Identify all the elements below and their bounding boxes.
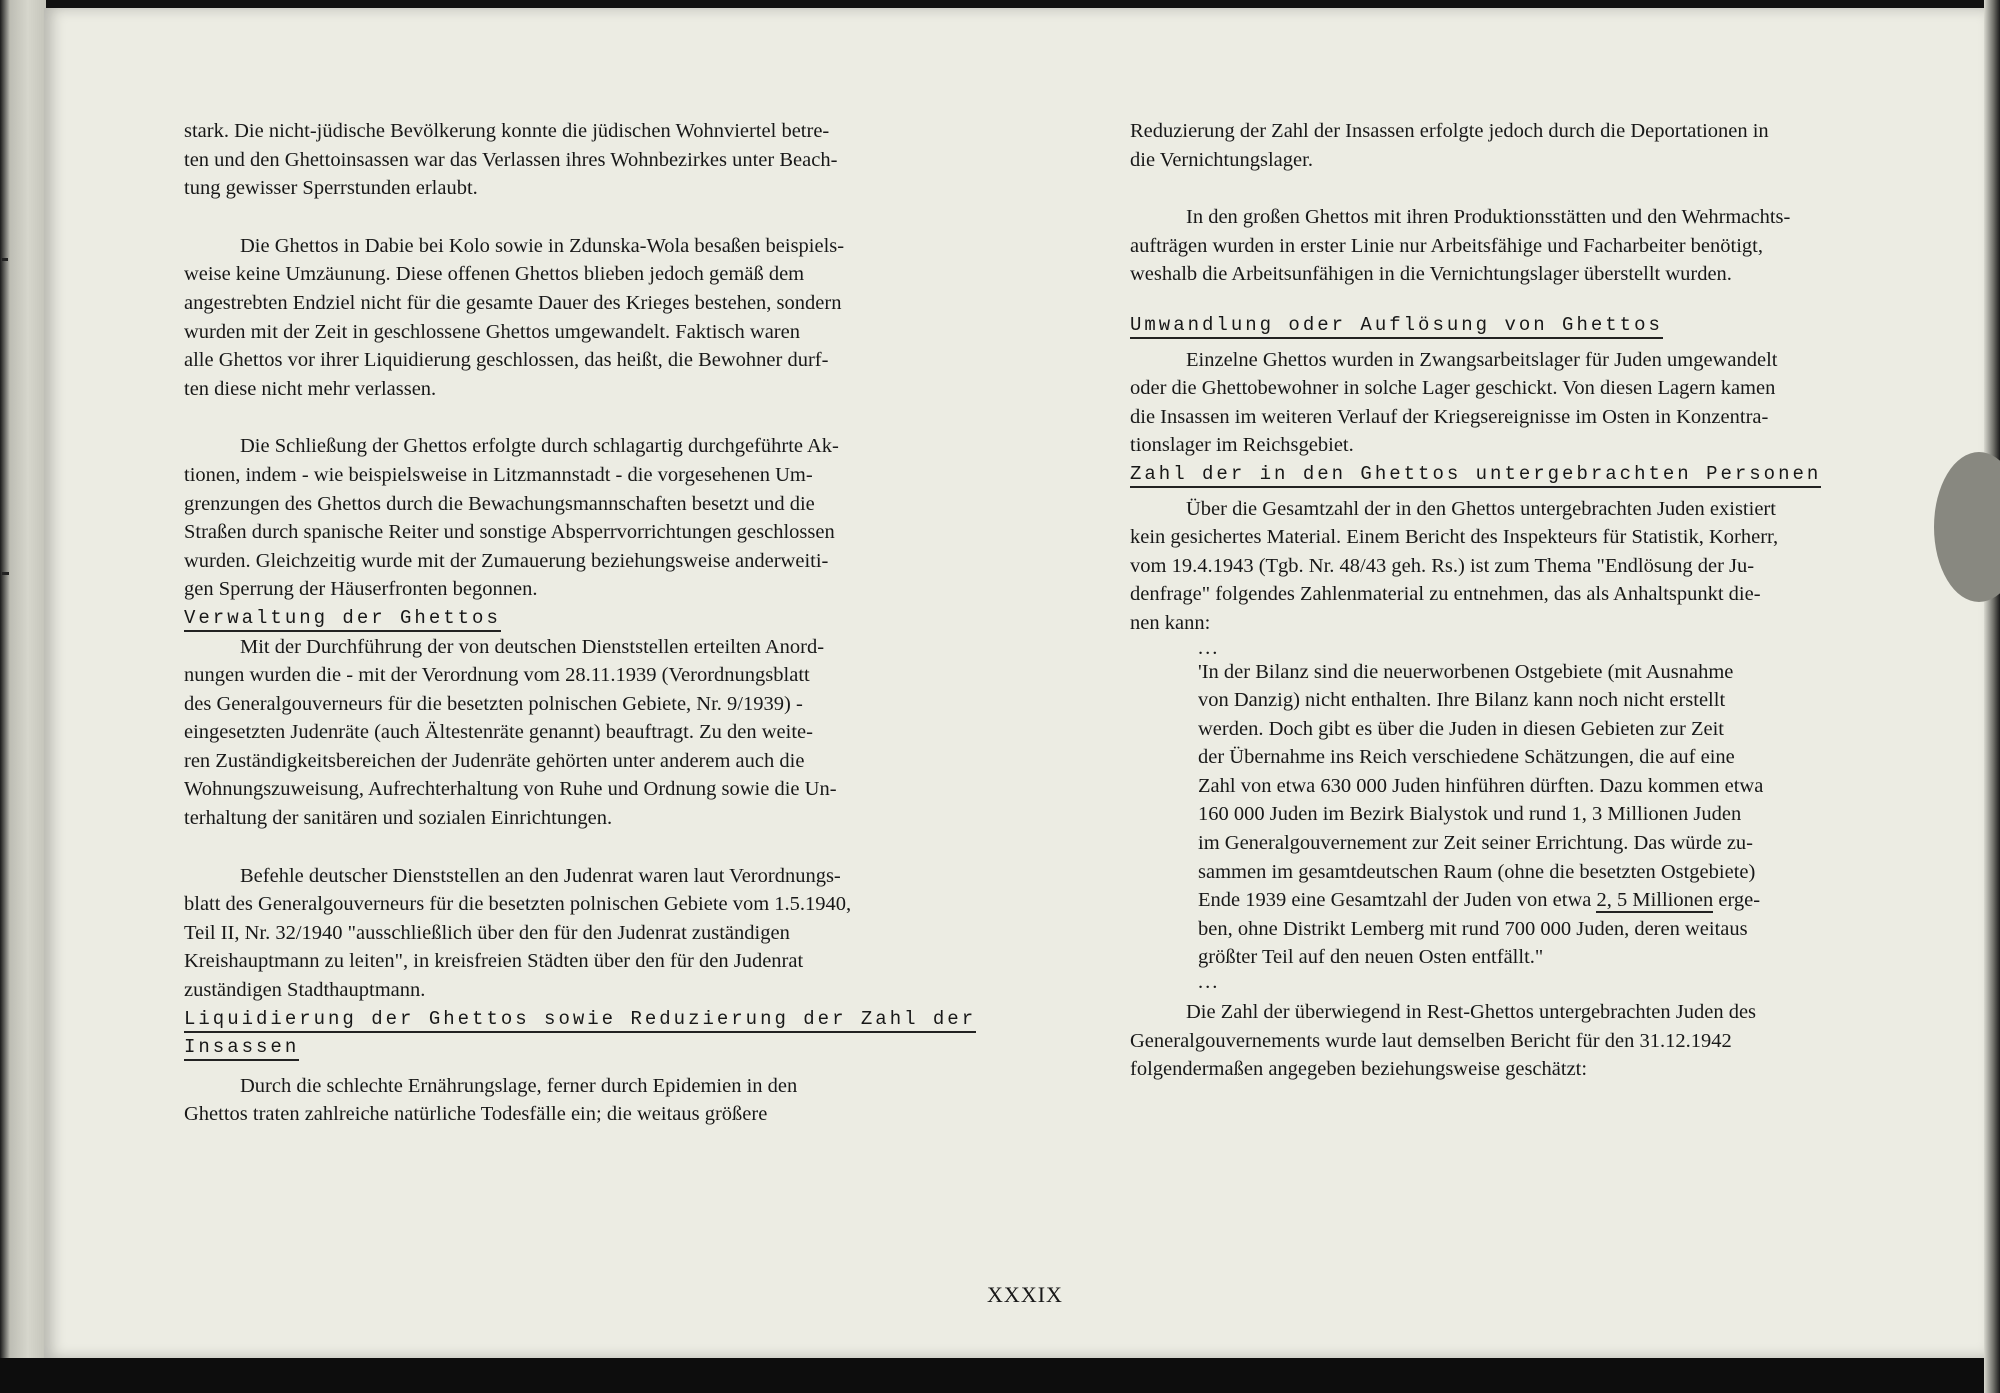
quote-line: sammen im gesamtdeutschen Raum (ohne die besetzten Ostgebiete) (1198, 860, 1756, 883)
text-line: grenzungen des Ghettos durch die Bewachungsmannschaften besetzt und die (184, 492, 815, 515)
quote-line: werden. Doch gibt es über die Juden in diesen Gebieten zur Zeit (1198, 717, 1724, 740)
text-line: In den großen Ghettos mit ihren Produktionsstätten und den Wehrmachts- (1186, 206, 1791, 229)
section-heading (184, 1005, 984, 1062)
quote-line: Zahl von etwa 630 000 Juden hinführen dürften. Dazu kommen etwa (1198, 774, 1764, 797)
text-line: tionslager im Reichsgebiet. (1130, 434, 1354, 457)
text-line: vom 19.4.1943 (Tgb. Nr. 48/43 geh. Rs.) ist zum Thema "Endlösung der Ju- (1130, 554, 1755, 577)
section-heading-text: Insassen (184, 1036, 299, 1061)
text-line: oder die Ghettobewohner in solche Lager geschickt. Von diesen Lagern kamen (1130, 377, 1776, 400)
text-line: aufträgen wurden in erster Linie nur Arbeitsfähige und Facharbeiter benötigt, (1130, 234, 1763, 257)
section-heading-text: Umwandlung oder Auflösung von Ghettos (1130, 314, 1663, 339)
text-line: blatt des Generalgouverneurs für die besetzten polnischen Gebiete vom 1.5.1940, (184, 893, 852, 916)
text-line: terhaltung der sanitären und sozialen Einrichtungen. (184, 807, 613, 830)
paragraph (184, 633, 984, 833)
text-line: tionen, indem - wie beispielsweise in Litzmannstadt - die vorgesehenen Um- (184, 463, 813, 486)
scan-bottom-border (0, 1358, 2000, 1393)
book-spine (0, 0, 46, 1393)
text-line: wurden mit der Zeit in geschlossene Ghettos umgewandelt. Faktisch waren (184, 320, 800, 343)
text-line: angestrebten Endziel nicht für die gesamte Dauer des Krieges bestehen, sondern (184, 291, 842, 314)
quote-line: 160 000 Juden im Bezirk Bialystok und rund 1, 3 Millionen Juden (1198, 803, 1742, 826)
text-line: Wohnungszuweisung, Aufrechterhaltung von Ruhe und Ordnung sowie die Un- (184, 778, 837, 801)
paragraph (184, 862, 984, 1005)
section-heading-text: Liquidierung der Ghettos sowie Reduzierung der Zahl der (184, 1008, 976, 1033)
quote-line: von Danzig) nicht enthalten. Ihre Bilanz kann noch nicht erstellt (1198, 689, 1726, 712)
paragraph (1130, 117, 1930, 174)
text-line: weise keine Umzäunung. Diese offenen Ghettos blieben jedoch gemäß dem (184, 263, 805, 286)
section-heading-text: Zahl der in den Ghettos untergebrachten Personen (1130, 463, 1821, 488)
quote-line: ben, ohne Distrikt Lemberg mit rund 700 000 Juden, deren weitaus (1198, 917, 1748, 940)
text-line: eingesetzten Judenräte (auch Ältestenräte genannt) beauftragt. Zu den weite- (184, 721, 813, 744)
text-line: Über die Gesamtzahl der in den Ghettos untergebrachten Juden existiert (1186, 497, 1776, 520)
text-line: Durch die schlechte Ernährungslage, ferner durch Epidemien in den (240, 1074, 798, 1097)
text-line: ten und den Ghettoinsassen war das Verlassen ihres Wohnbezirkes unter Beach- (184, 148, 838, 171)
text-line: zuständigen Stadthauptmann. (184, 979, 426, 1002)
text-line: des Generalgouverneurs für die besetzten polnischen Gebiete, Nr. 9/1939) - (184, 692, 803, 715)
text-line: ren Zuständigkeitsbereichen der Judenräte gehörten unter anderem auch die (184, 749, 805, 772)
quote-line: größter Teil auf den neuen Osten entfällt." (1198, 946, 1544, 969)
text-line: Befehle deutscher Dienststellen an den Judenrat waren laut Verordnungs- (240, 864, 841, 887)
quote-line: Ende 1939 eine Gesamtzahl der Juden von etwa (1198, 889, 1597, 912)
scan-right-border (1984, 0, 2000, 1393)
text-line: Mit der Durchführung der von deutschen Dienststellen erteilten Anord- (240, 635, 825, 658)
text-line: nungen wurden die - mit der Verordnung vom 28.11.1939 (Verordnungsblatt (184, 664, 810, 687)
text-line: Einzelne Ghettos wurden in Zwangsarbeitslager für Juden umgewandelt (1186, 348, 1778, 371)
paragraph (1130, 998, 1930, 1084)
text-line: alle Ghettos vor ihrer Liquidierung geschlossen, das heißt, die Bewohner durf- (184, 349, 829, 372)
text-line: Straßen durch spanische Reiter und sonstige Absperrvorrichtungen geschlossen (184, 521, 835, 544)
quote-line: 'In der Bilanz sind die neuerworbenen Ostgebiete (mit Ausnahme (1198, 660, 1734, 683)
paragraph (1130, 203, 1930, 289)
text-line: Die Ghettos in Dabie bei Kolo sowie in Zdunska-Wola besaßen beispiels- (240, 234, 845, 257)
text-line: wurden. Gleichzeitig wurde mit der Zumauerung beziehungsweise anderweiti- (184, 549, 829, 572)
text-line: Die Zahl der überwiegend in Rest-Ghettos untergebrachten Juden des (1186, 1001, 1757, 1024)
text-line: ten diese nicht mehr verlassen. (184, 377, 437, 400)
text-line: denfrage" folgendes Zahlenmaterial zu entnehmen, das als Anhaltspunkt die- (1130, 583, 1761, 606)
text-line: gen Sperrung der Häuserfronten begonnen. (184, 578, 538, 601)
block-quote (1198, 658, 1930, 973)
quote-line: erge- (1713, 889, 1761, 912)
edge-mark (2, 258, 8, 261)
text-line: weshalb die Arbeitsunfähigen in die Vernichtungslager überstellt wurden. (1130, 263, 1732, 286)
text-line: Kreishauptmann zu leiten", in kreisfreien Städten über den für den Judenrat (184, 950, 804, 973)
edge-mark (2, 572, 9, 575)
left-column (184, 117, 984, 1129)
text-line: Generalgouvernements wurde laut demselben Bericht für den 31.12.1942 (1130, 1029, 1732, 1052)
quote-line: im Generalgouvernement zur Zeit seiner Errichtung. Das würde zu- (1198, 832, 1753, 855)
paragraph (184, 232, 984, 404)
section-heading-text: Verwaltung der Ghettos (184, 607, 501, 632)
quote-line: der Übernahme ins Reich verschiedene Schätzungen, die auf eine (1198, 746, 1735, 769)
underlined-figure: 2, 5 Millionen (1596, 889, 1714, 912)
right-column (1130, 117, 1930, 1084)
paragraph (1130, 346, 1930, 460)
text-line: kein gesichertes Material. Einem Bericht des Inspekteurs für Statistik, Korherr, (1130, 526, 1779, 549)
ellipsis: ... (1198, 636, 1220, 659)
text-line: Ghettos traten zahlreiche natürliche Todesfälle ein; die weitaus größere (184, 1103, 768, 1126)
paragraph (184, 432, 984, 604)
ellipsis: ... (1198, 971, 1220, 994)
paragraph (1130, 495, 1930, 638)
section-heading (1130, 311, 1930, 340)
text-line: stark. Die nicht-jüdische Bevölkerung konnte die jüdischen Wohnviertel betre- (184, 120, 830, 142)
text-line: tung gewisser Sperrstunden erlaubt. (184, 177, 478, 200)
paragraph (184, 117, 984, 203)
page-number: XXXIX (987, 1282, 1063, 1307)
text-line: Reduzierung der Zahl der Insassen erfolgte jedoch durch die Deportationen in (1130, 120, 1769, 142)
text-line: Die Schließung der Ghettos erfolgte durch schlagartig durchgeführte Ak- (240, 435, 839, 458)
text-line: die Insassen im weiteren Verlauf der Kriegsereignisse im Osten in Konzentra- (1130, 405, 1769, 428)
section-heading (1130, 460, 1930, 489)
paragraph (184, 1072, 984, 1129)
text-line: nen kann: (1130, 611, 1211, 634)
text-line: die Vernichtungslager. (1130, 148, 1313, 171)
section-heading (184, 604, 984, 633)
text-line: Teil II, Nr. 32/1940 "ausschließlich über den für den Judenrat zuständigen (184, 921, 790, 944)
text-line: folgendermaßen angegeben beziehungsweise geschätzt: (1130, 1058, 1588, 1081)
